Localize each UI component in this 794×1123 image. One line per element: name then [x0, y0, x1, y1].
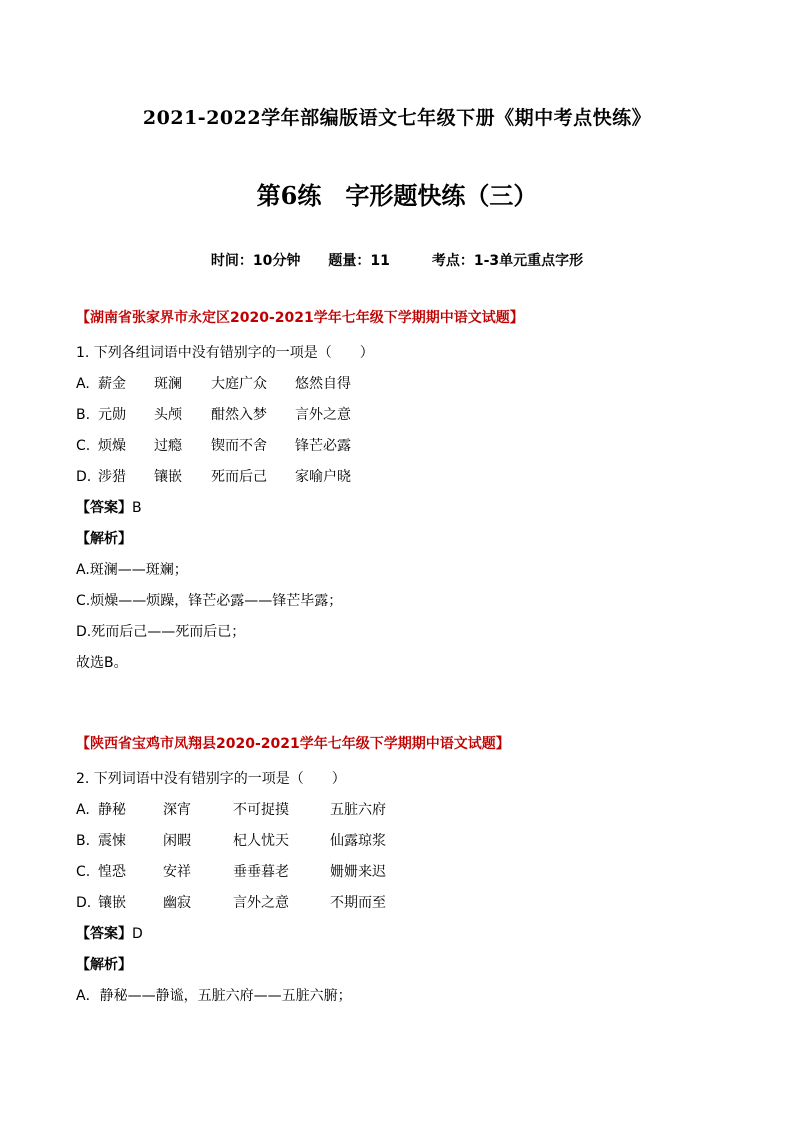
option-word: 杞人忧天 [233, 833, 289, 849]
option-word: 元勋 [98, 407, 126, 423]
option-word: 仙露琼浆 [330, 833, 386, 849]
option-label: D. [76, 469, 92, 485]
option-word: 头颅 [154, 407, 182, 423]
option-word: 幽寂 [163, 895, 191, 911]
analysis-line: C.烦燥——烦躁，锋芒必露——锋芒毕露； [76, 593, 343, 609]
answer-tag: 【答案】 [76, 500, 132, 516]
option-a [76, 369, 726, 400]
option-word: 静秘 [98, 802, 126, 818]
option-d [76, 462, 726, 493]
question-source: 【湖南省张家界市永定区2020-2021学年七年级下学期期中语文试题】 [76, 310, 524, 326]
question-1 [76, 307, 726, 679]
option-word: 镶嵌 [98, 895, 126, 911]
option-word: 惶恐 [98, 864, 126, 880]
option-word: 言外之意 [295, 407, 351, 423]
option-word: 家喻户晓 [295, 469, 351, 485]
answer-value: B [132, 500, 142, 516]
analysis-line: A．静秘——静谧，五脏六府——五脏六腑； [76, 988, 352, 1004]
option-word: 薪金 [98, 376, 126, 392]
analysis-line: 故选B。 [76, 655, 128, 671]
option-word: 锋芒必露 [295, 438, 351, 454]
option-word: 不期而至 [330, 895, 386, 911]
question-2 [76, 733, 726, 1012]
option-b [76, 826, 726, 857]
option-c [76, 431, 726, 462]
option-label: B. [76, 833, 91, 849]
question-stem: 1. 下列各组词语中没有错别字的一项是（ ） [76, 345, 374, 361]
answer-line [76, 493, 726, 524]
exercise-meta: 时间：10分钟 题量：11 考点：1-3单元重点字形 [210, 253, 584, 269]
option-word: 言外之意 [233, 895, 289, 911]
analysis-tag: 【解析】 [76, 957, 132, 973]
option-word: 斑澜 [154, 376, 182, 392]
option-word: 悠然自得 [295, 376, 351, 392]
option-word: 酣然入梦 [211, 407, 267, 423]
option-word: 深宵 [163, 802, 191, 818]
option-word: 安祥 [163, 864, 191, 880]
question-source: 【陕西省宝鸡市凤翔县2020-2021学年七年级下学期期中语文试题】 [76, 736, 510, 752]
option-word: 姗姗来迟 [330, 864, 386, 880]
option-word: 涉猎 [98, 469, 126, 485]
analysis-tag: 【解析】 [76, 531, 132, 547]
option-word: 五脏六府 [330, 802, 386, 818]
option-a [76, 795, 726, 826]
document-title: 2021-2022学年部编版语文七年级下册《期中考点快练》 [142, 107, 652, 129]
answer-line [76, 919, 726, 950]
answer-value: D [132, 926, 143, 942]
option-word: 震悚 [98, 833, 126, 849]
option-word: 烦燥 [98, 438, 126, 454]
option-d [76, 888, 726, 919]
analysis-line: D.死而后己——死而后已； [76, 624, 246, 640]
analysis-line: A.斑澜——斑斓； [76, 562, 188, 578]
option-word: 过瘾 [154, 438, 182, 454]
option-label: C. [76, 864, 91, 880]
option-word: 锲而不舍 [211, 438, 267, 454]
option-word: 垂垂暮老 [233, 864, 289, 880]
option-label: C. [76, 438, 91, 454]
question-stem: 2. 下列词语中没有错别字的一项是（ ） [76, 771, 346, 787]
exercise-title: 第6练 字形题快练（三） [256, 181, 538, 210]
option-word: 死而后己 [211, 469, 267, 485]
option-c [76, 857, 726, 888]
option-word: 不可捉摸 [233, 802, 289, 818]
option-word: 镶嵌 [154, 469, 182, 485]
option-word: 闲暇 [163, 833, 191, 849]
answer-tag: 【答案】 [76, 926, 132, 942]
option-label: D. [76, 895, 92, 911]
option-word: 大庭广众 [211, 376, 267, 392]
option-label: B. [76, 407, 91, 423]
option-b [76, 400, 726, 431]
option-label: A. [76, 376, 90, 392]
option-label: A. [76, 802, 90, 818]
